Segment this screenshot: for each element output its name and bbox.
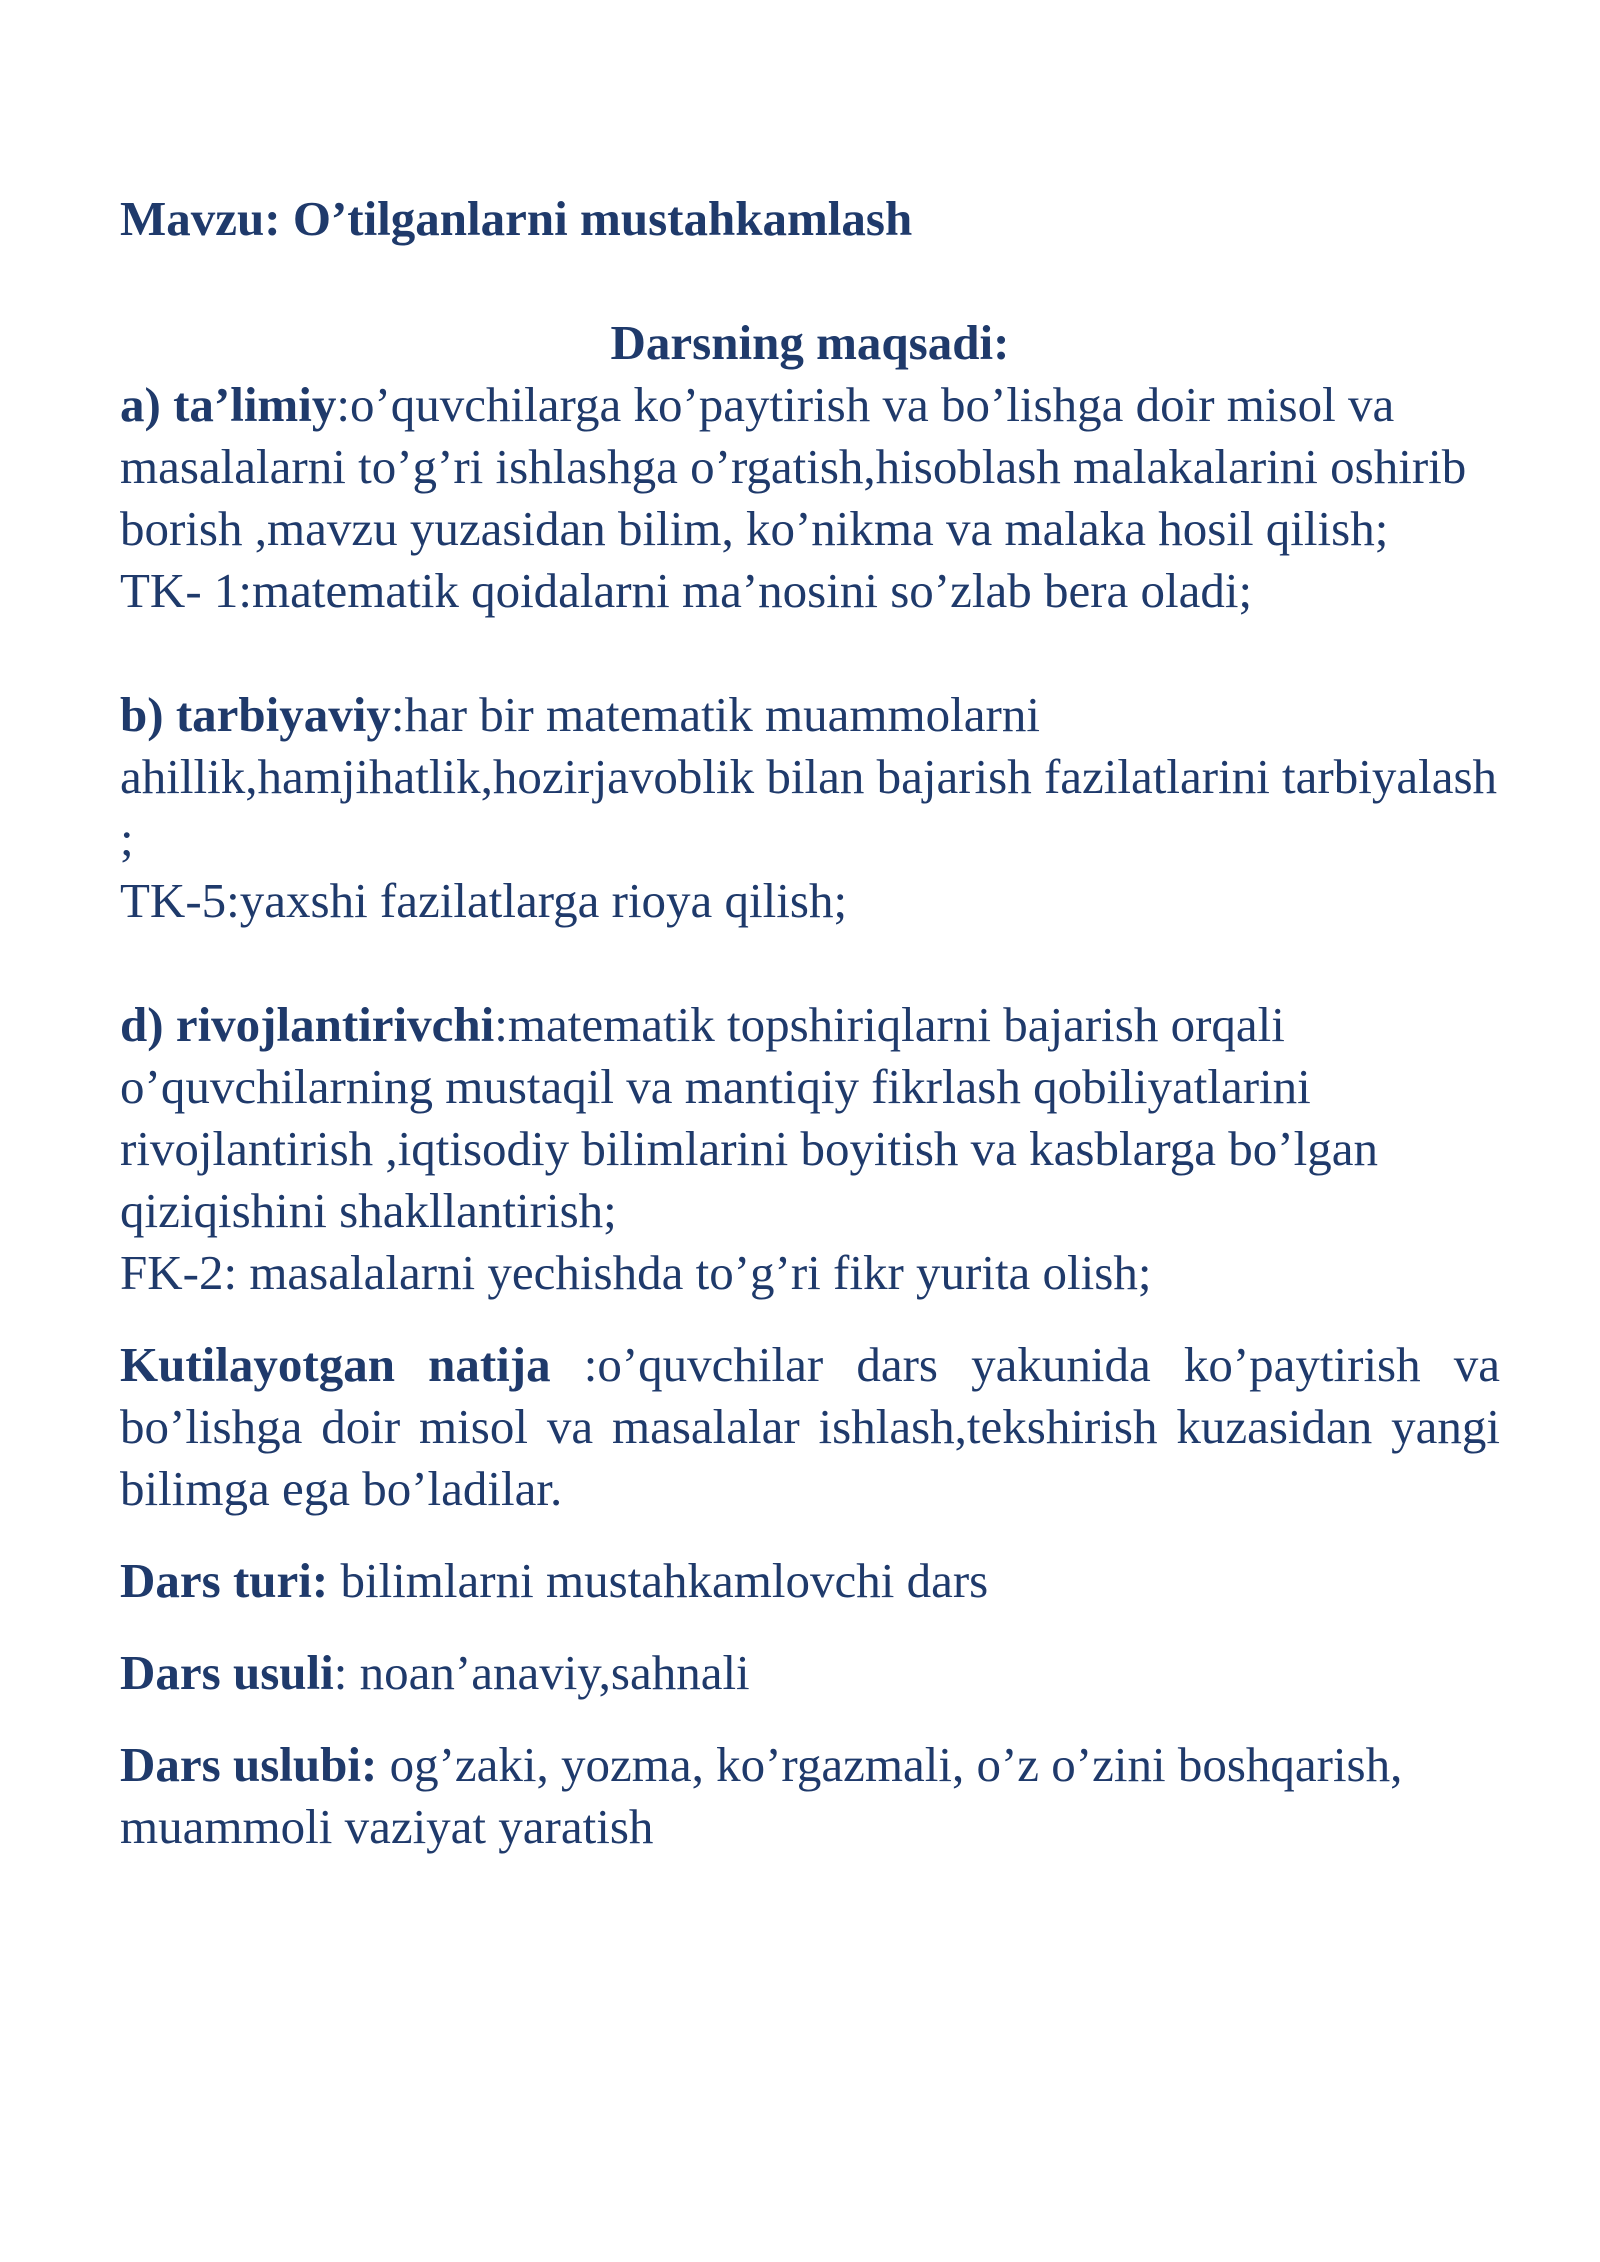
spacer bbox=[120, 250, 1500, 312]
expected-result-text: :o’quvchilar dars yakunida ko’paytirish va bo’lishga doir misol va masalalar ishlash,tekshirish kuzasidan yangi bilimga ega bo’ladilar. bbox=[120, 1337, 1500, 1516]
lesson-type-label: Dars turi: bbox=[120, 1553, 329, 1608]
section-d-fk: FK-2: masalalarni yechishda to’g’ri fikr yurita olish; bbox=[120, 1245, 1152, 1300]
lesson-style bbox=[120, 1734, 1500, 1858]
lesson-style-text: og’zaki, yozma, ko’rgazmali, o’z o’zini boshqarish, muammoli vaziyat yaratish bbox=[120, 1737, 1403, 1854]
section-b-text: :har bir matematik muammolarni ahillik,hamjihatlik,hozirjavoblik bilan bajarish fazilatlarini tarbiyalash ; bbox=[120, 687, 1498, 866]
section-a bbox=[120, 374, 1500, 560]
lesson-method bbox=[120, 1642, 1500, 1704]
section-b-label: b) tarbiyaviy bbox=[120, 687, 391, 742]
section-a-text: :o’quvchilarga ko’paytirish va bo’lishga doir misol va masalalarni to’g’ri ishlashga o’rgatish,hisoblash malakalarini oshirib borish ,mavzu yuzasidan bilim, ko’nikma va malaka hosil qilish; bbox=[120, 377, 1467, 556]
spacer bbox=[120, 1520, 1500, 1550]
lesson-type-text: bilimlarni mustahkamlovchi dars bbox=[328, 1553, 989, 1608]
spacer bbox=[120, 1612, 1500, 1642]
section-d-text: :matematik topshiriqlarni bajarish orqali o’quvchilarning mustaqil va mantiqiy fikrlash qobiliyatlarini rivojlantirish ,iqtisodiy bilimlarini boyitish va kasblarga bo’lgan qiziqishini shakllantirish; bbox=[120, 997, 1378, 1238]
lesson-method-text: : noan’anaviy,sahnali bbox=[333, 1645, 750, 1700]
lesson-type bbox=[120, 1550, 1500, 1612]
spacer bbox=[120, 932, 1500, 994]
goal-heading: Darsning maqsadi: bbox=[610, 315, 1010, 370]
spacer bbox=[120, 1304, 1500, 1334]
expected-result-label: Kutilayotgan natija bbox=[120, 1337, 551, 1392]
page-title: Mavzu: O’tilganlarni mustahkamlash bbox=[120, 191, 913, 246]
lesson-method-label: Dars usuli bbox=[120, 1645, 334, 1700]
section-d-label: d) rivojlantirivchi bbox=[120, 997, 495, 1052]
spacer bbox=[120, 1704, 1500, 1734]
section-b-tk: TK-5:yaxshi fazilatlarga rioya qilish; bbox=[120, 873, 848, 928]
section-a-label: a) ta’limiy bbox=[120, 377, 337, 432]
section-a-tk: TK- 1:matematik qoidalarni ma’nosini so’zlab bera oladi; bbox=[120, 563, 1253, 618]
expected-result bbox=[120, 1334, 1500, 1520]
section-b bbox=[120, 684, 1500, 870]
spacer bbox=[120, 622, 1500, 684]
section-d bbox=[120, 994, 1500, 1242]
lesson-style-label: Dars uslubi: bbox=[120, 1737, 378, 1792]
